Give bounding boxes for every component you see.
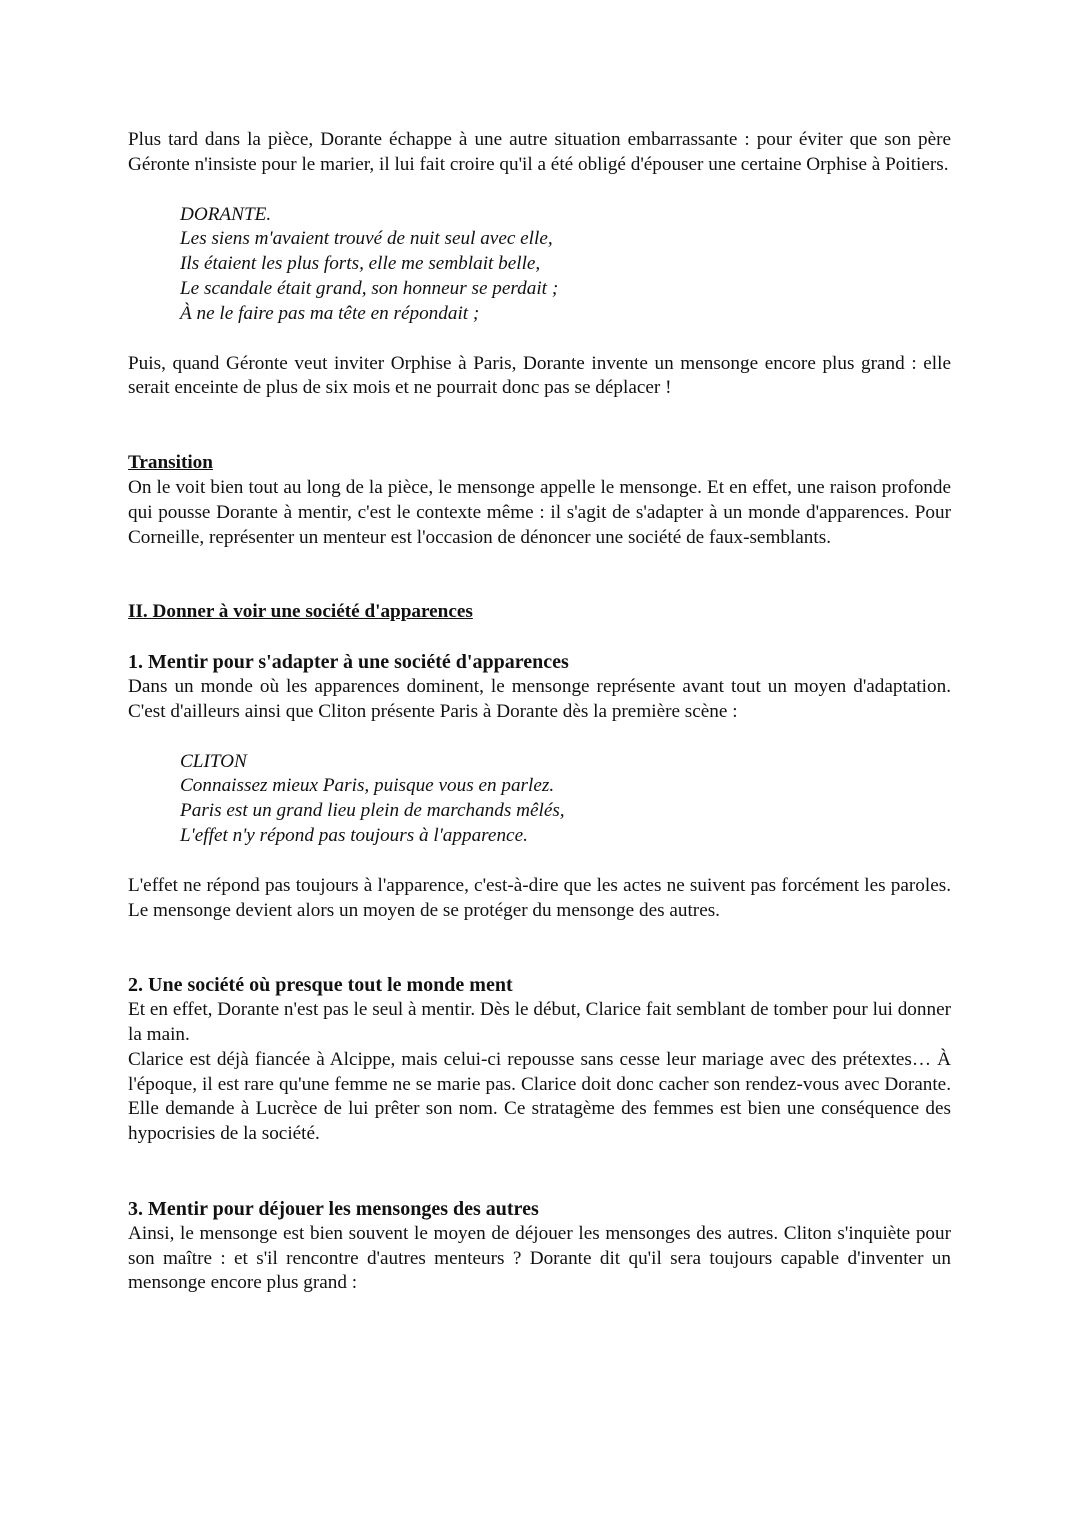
quote-line: L'effet n'y répond pas toujours à l'apparence. xyxy=(180,824,528,846)
subsection-text-3: Ainsi, le mensonge est bien souvent le moyen de déjouer les mensonges des autres. Cliton s'inquiète pour son maître : et s'il rencontre d'autres menteurs ? Dorante dit qu'il sera toujours capable d'inventer un mensonge encore plus grand : xyxy=(128,1222,951,1294)
quote-line: Paris est un grand lieu plein de marchands mêlés, xyxy=(180,800,565,822)
subsection-text-2a: Et en effet, Dorante n'est pas le seul à mentir. Dès le début, Clarice fait semblant de tomber pour lui donner la main. xyxy=(128,999,951,1045)
transition-text: On le voit bien tout au long de la pièce, le mensonge appelle le mensonge. Et en effet, une raison profonde qui pousse Dorante à mentir, c'est le contexte même : il s'agit de s'adapter à un monde d'apparences. Pour Corneille, représenter un menteur est l'occasion de dénoncer une société de faux-semblants. xyxy=(128,476,951,548)
quote-line: Le scandale était grand, son honneur se perdait ; xyxy=(180,277,559,299)
subsection-text-2b: Clarice est déjà fiancée à Alcippe, mais celui-ci repousse sans cesse leur mariage avec des prétextes… À l'époque, il est rare qu'une femme ne se marie pas. Clarice doit donc cacher son rendez-vous avec Dorante. Elle demande à Lucrèce de lui prêter son nom. Ce stratagème des femmes est bien une conséquence des hypocrisies de la société. xyxy=(128,1048,951,1145)
subsection-heading-2: 2. Une société où presque tout le monde ment xyxy=(128,974,513,997)
document-page xyxy=(128,128,951,1296)
section-heading: II. Donner à voir une société d'apparences xyxy=(128,601,473,623)
quote-speaker: CLITON xyxy=(180,750,247,772)
quote-speaker: DORANTE. xyxy=(180,203,272,225)
quote-cliton xyxy=(180,750,951,849)
subsection-after-quote: L'effet ne répond pas toujours à l'apparence, c'est-à-dire que les actes ne suivent pas forcément les paroles. Le mensonge devient alors un moyen de se protéger du mensonge des autres. xyxy=(128,874,951,921)
paragraph-intro: Plus tard dans la pièce, Dorante échappe à une autre situation embarrassante : pour éviter que son père Géronte n'insiste pour le marier, il lui fait croire qu'il a été obligé d'épouser une certaine Orphise à Poitiers. xyxy=(128,129,951,175)
subsection-heading-3: 3. Mentir pour déjouer les mensonges des autres xyxy=(128,1197,539,1220)
subsection-heading-1: 1. Mentir pour s'adapter à une société d'apparences xyxy=(128,651,569,674)
subsection-text-1: Dans un monde où les apparences dominent, le mensonge représente avant tout un moyen d'adaptation. C'est d'ailleurs ainsi que Cliton présente Paris à Dorante dès la première scène : xyxy=(128,675,951,722)
transition-heading: Transition xyxy=(128,452,213,474)
quote-line: Ils étaient les plus forts, elle me semblait belle, xyxy=(180,253,541,275)
quote-line: À ne le faire pas ma tête en répondait ; xyxy=(180,302,480,324)
quote-line: Connaissez mieux Paris, puisque vous en parlez. xyxy=(180,775,555,797)
paragraph-orphise: Puis, quand Géronte veut inviter Orphise à Paris, Dorante invente un mensonge encore plus grand : elle serait enceinte de plus de six mois et ne pourrait donc pas se déplacer ! xyxy=(128,352,951,399)
quote-dorante xyxy=(180,203,951,327)
quote-line: Les siens m'avaient trouvé de nuit seul avec elle, xyxy=(180,228,553,250)
